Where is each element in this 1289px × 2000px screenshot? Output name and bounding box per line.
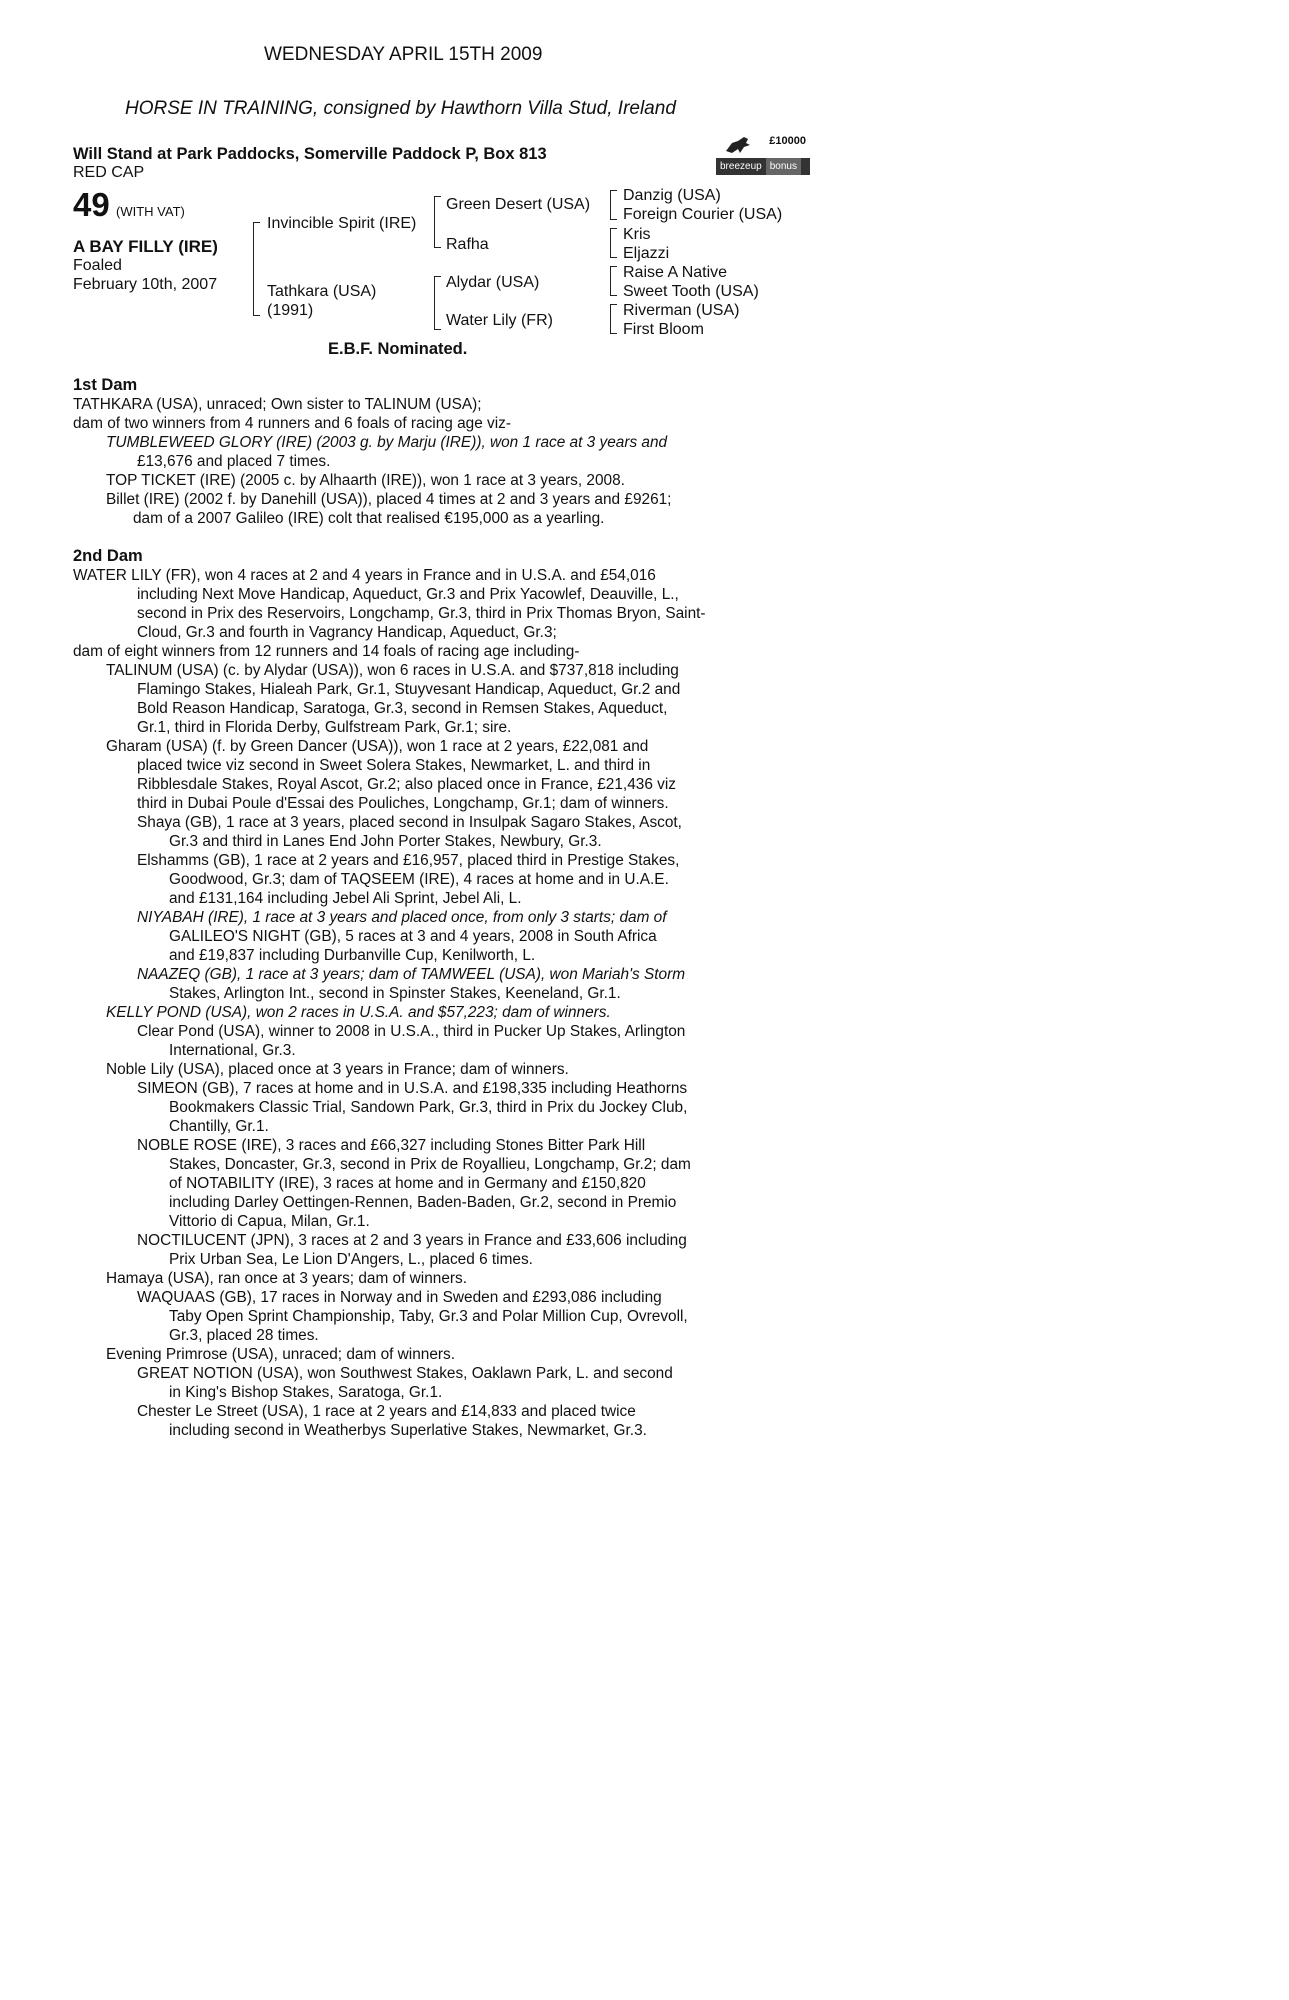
second-dam-line: and £131,164 including Jebel Ali Sprint, Jebel Ali, L. [169, 890, 522, 907]
second-dam-line: GALILEO'S NIGHT (GB), 5 races at 3 and 4 years, 2008 in South Africa [169, 928, 657, 945]
second-dam-line: in King's Bishop Stakes, Saratoga, Gr.1. [169, 1384, 443, 1401]
second-dam-line: Gr.1, third in Florida Derby, Gulfstream Park, Gr.1; sire. [137, 719, 512, 736]
second-dam-line: Vittorio di Capua, Milan, Gr.1. [169, 1213, 370, 1230]
dam-dam: Water Lily (FR) [446, 312, 553, 329]
second-dam-line: Chester Le Street (USA), 1 race at 2 years and £14,833 and placed twice [137, 1403, 636, 1420]
second-dam-line: International, Gr.3. [169, 1042, 296, 1059]
first-dam-line: TUMBLEWEED GLORY (IRE) (2003 g. by Marju (IRE)), won 1 race at 3 years and [106, 434, 668, 451]
foaled-date: February 10th, 2007 [73, 276, 218, 293]
gen3-1: Danzig (USA) [623, 187, 721, 204]
stabling-location: Will Stand at Park Paddocks, Somerville Paddock P, Box 813 [73, 145, 547, 163]
second-dam-line: Stakes, Doncaster, Gr.3, second in Prix de Royallieu, Longchamp, Gr.2; dam [169, 1156, 691, 1173]
second-dam-line: placed twice viz second in Sweet Solera Stakes, Newmarket, L. and third in [137, 757, 651, 774]
second-dam-line: Gr.3, placed 28 times. [169, 1327, 319, 1344]
sire: Invincible Spirit (IRE) [267, 215, 417, 232]
dam-year: (1991) [267, 302, 314, 319]
first-dam-line: TOP TICKET (IRE) (2005 c. by Alhaarth (IRE)), won 1 race at 3 years, 2008. [106, 472, 625, 489]
second-dam-line: Bold Reason Handicap, Saratoga, Gr.3, second in Remsen Stakes, Aqueduct, [137, 700, 668, 717]
second-dam-line: including Darley Oettingen-Rennen, Baden-Baden, Gr.2, second in Premio [169, 1194, 677, 1211]
gen3-2: Foreign Courier (USA) [623, 206, 783, 223]
dam: Tathkara (USA) [267, 283, 377, 300]
first-dam-heading: 1st Dam [73, 376, 138, 394]
second-dam-line: and £19,837 including Durbanville Cup, Kenilworth, L. [169, 947, 536, 964]
second-dam-line: NOCTILUCENT (JPN), 3 races at 2 and 3 years in France and £33,606 including [137, 1232, 687, 1249]
gen3-4: Eljazzi [623, 245, 670, 262]
first-dam-line: TATHKARA (USA), unraced; Own sister to TALINUM (USA); [73, 396, 482, 413]
breezeup-bonus-badge [716, 135, 810, 175]
second-dam-line: TALINUM (USA) (c. by Alydar (USA)), won 6 races in U.S.A. and $737,818 including [106, 662, 679, 679]
second-dam-line: WAQUAAS (GB), 17 races in Norway and in Sweden and £293,086 including [137, 1289, 662, 1306]
second-dam-line: WATER LILY (FR), won 4 races at 2 and 4 years in France and in U.S.A. and £54,016 [73, 567, 656, 584]
second-dam-line: Cloud, Gr.3 and fourth in Vagrancy Handicap, Aqueduct, Gr.3; [137, 624, 557, 641]
bonus-amount: £10000 [769, 135, 806, 147]
gen3-6: Sweet Tooth (USA) [623, 283, 759, 300]
sire-sire: Green Desert (USA) [446, 196, 591, 213]
second-dam-line: Bookmakers Classic Trial, Sandown Park, Gr.3, third in Prix du Jockey Club, [169, 1099, 688, 1116]
second-dam-line: Evening Primrose (USA), unraced; dam of winners. [106, 1346, 455, 1363]
second-dam-line: Elshamms (GB), 1 race at 2 years and £16,957, placed third in Prestige Stakes, [137, 852, 680, 869]
first-dam-line: dam of two winners from 4 runners and 6 foals of racing age viz- [73, 415, 511, 432]
foaled-label: Foaled [73, 257, 122, 274]
second-dam-line: including Next Move Handicap, Aqueduct, Gr.3 and Prix Yacowlef, Deauville, L., [137, 586, 679, 603]
horse-name: A BAY FILLY (IRE) [73, 237, 218, 256]
second-dam-line: KELLY POND (USA), won 2 races in U.S.A. and $57,223; dam of winners. [106, 1004, 611, 1021]
second-dam-line: Stakes, Arlington Int., second in Spinster Stakes, Keeneland, Gr.1. [169, 985, 621, 1002]
first-dam-line: Billet (IRE) (2002 f. by Danehill (USA)), placed 4 times at 2 and 3 years and £9261; [106, 491, 672, 508]
second-dam-line: second in Prix des Reservoirs, Longchamp, Gr.3, third in Prix Thomas Bryon, Saint- [137, 605, 706, 622]
second-dam-line: Gr.3 and third in Lanes End John Porter Stakes, Newbury, Gr.3. [169, 833, 602, 850]
second-dam-line: third in Dubai Poule d'Essai des Pouliches, Longchamp, Gr.1; dam of winners. [137, 795, 669, 812]
second-dam-line: Chantilly, Gr.1. [169, 1118, 269, 1135]
second-dam-heading: 2nd Dam [73, 547, 143, 565]
second-dam-line: Shaya (GB), 1 race at 3 years, placed second in Insulpak Sagaro Stakes, Ascot, [137, 814, 682, 831]
first-dam-line: dam of a 2007 Galileo (IRE) colt that realised €195,000 as a yearling. [133, 510, 605, 527]
vat-note: (WITH VAT) [116, 204, 185, 219]
second-dam-line: Hamaya (USA), ran once at 3 years; dam of winners. [106, 1270, 467, 1287]
second-dam-line: Goodwood, Gr.3; dam of TAQSEEM (IRE), 4 races at home and in U.A.E. [169, 871, 669, 888]
lot-number: 49 [73, 186, 110, 223]
ebf-nominated: E.B.F. Nominated. [328, 340, 468, 358]
badge-breezeup: breezeup [720, 161, 762, 172]
badge-bonus: bonus [766, 158, 801, 175]
gen3-8: First Bloom [623, 321, 704, 338]
gen3-3: Kris [623, 226, 651, 243]
dam-sire: Alydar (USA) [446, 274, 540, 291]
second-dam-line: GREAT NOTION (USA), won Southwest Stakes, Oaklawn Park, L. and second [137, 1365, 673, 1382]
second-dam-line: Flamingo Stakes, Hialeah Park, Gr.1, Stuyvesant Handicap, Aqueduct, Gr.2 and [137, 681, 681, 698]
consignment-line: HORSE IN TRAINING, consigned by Hawthorn Villa Stud, Ireland [125, 98, 676, 119]
second-dam-line: SIMEON (GB), 7 races at home and in U.S.A. and £198,335 including Heathorns [137, 1080, 688, 1097]
catalogue-text [73, 376, 743, 1440]
gen3-7: Riverman (USA) [623, 302, 740, 319]
cap-colour: RED CAP [73, 164, 145, 181]
horse-logo-icon [724, 135, 754, 155]
second-dam-line: Clear Pond (USA), winner to 2008 in U.S.A., third in Pucker Up Stakes, Arlington [137, 1023, 686, 1040]
second-dam-line: Gharam (USA) (f. by Green Dancer (USA)), won 1 race at 2 years, £22,081 and [106, 738, 649, 755]
second-dam-line: NOBLE ROSE (IRE), 3 races and £66,327 including Stones Bitter Park Hill [137, 1137, 646, 1154]
second-dam-line: Prix Urban Sea, Le Lion D'Angers, L., placed 6 times. [169, 1251, 533, 1268]
second-dam-line: dam of eight winners from 12 runners and 14 foals of racing age including- [73, 643, 580, 660]
gen3-5: Raise A Native [623, 264, 728, 281]
second-dam-line: of NOTABILITY (IRE), 3 races at home and in Germany and £150,820 [169, 1175, 646, 1192]
second-dam-line: NIYABAH (IRE), 1 race at 3 years and placed once, from only 3 starts; dam of [137, 909, 667, 926]
second-dam-line: Taby Open Sprint Championship, Taby, Gr.3 and Polar Million Cup, Ovrevoll, [169, 1308, 688, 1325]
second-dam-line: Noble Lily (USA), placed once at 3 years in France; dam of winners. [106, 1061, 569, 1078]
sire-dam: Rafha [446, 236, 489, 253]
sale-date: WEDNESDAY APRIL 15TH 2009 [264, 44, 543, 65]
second-dam-line: including second in Weatherbys Superlative Stakes, Newmarket, Gr.3. [169, 1422, 647, 1439]
second-dam-line: Ribblesdale Stakes, Royal Ascot, Gr.2; also placed once in France, £21,436 viz [137, 776, 676, 793]
second-dam-line: NAAZEQ (GB), 1 race at 3 years; dam of TAMWEEL (USA), won Mariah's Storm [137, 966, 686, 983]
first-dam-line: £13,676 and placed 7 times. [137, 453, 331, 470]
